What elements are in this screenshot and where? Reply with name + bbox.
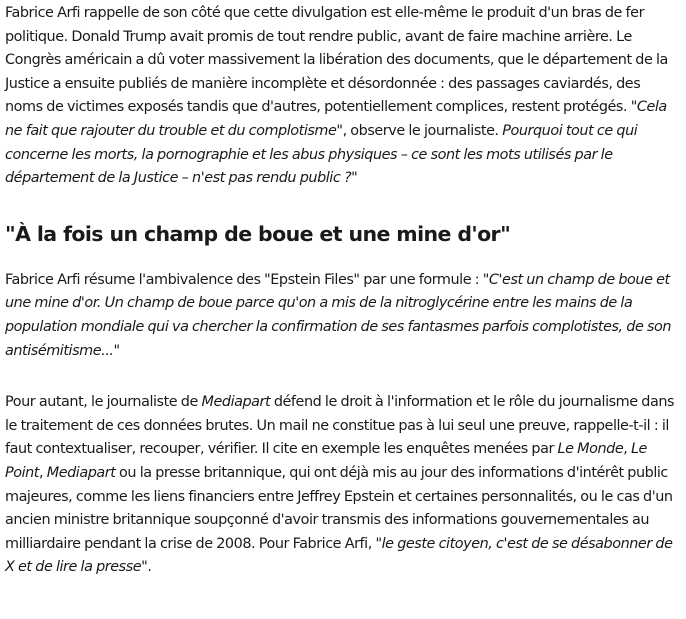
paragraph-text: , observe le journaliste. [342, 122, 503, 139]
article-paragraph [5, 269, 678, 363]
separator: , [623, 441, 631, 458]
paragraph-text: Fabrice Arfi rappelle de son côté que cette divulgation est elle-même le produit d'un bras de fer politique. Donald Trump avait promis de tout rendre public, avant de faire machine arrière. Le Congrès américain a dû voter massivement la libération des documents, que le département de la Justice a ensuite publiés de manière incomplète et désordonnée : des passages caviardés, des noms de victimes exposés tandis que d'autres, potentiellement complices, restent protégés. [5, 5, 668, 116]
quote-text: "Cela ne fait que rajouter du trouble et du complotisme" [5, 99, 667, 139]
paragraph-text: Pour autant, le journaliste de [5, 394, 202, 411]
paragraph-text: défend le droit à l'information et le rôle du journalisme dans le traitement de ces données brutes. Un mail ne constitue pas à lui seul une preuve, rappelle-t-il : il faut contextualiser, recouper, vérifier. Il cite en exemple les enquêtes menées par [5, 394, 675, 458]
separator: , [39, 464, 47, 481]
section-heading: "À la fois un champ de boue et une mine d'or" [5, 221, 511, 246]
quote-text: Pourquoi tout ce qui concerne les morts, la pornographie et les abus physiques – ce sont les mots utilisés par le département de la Justice – n'est pas rendu public ?" [5, 122, 638, 187]
outlet-name: Le Point [5, 441, 647, 481]
outlet-name: Le Monde [557, 441, 624, 458]
outlet-name: Mediapart [46, 464, 116, 481]
paragraph-text: Fabrice Arfi résume l'ambivalence des "Epstein Files" par une formule : [5, 271, 483, 288]
paragraph-text: ou la presse britannique, qui ont déjà mis au jour des informations d'intérêt public majeures, comme les liens financiers entre Jeffrey Epstein et certaines personnalités, ou le cas d'un ancien ministre britannique soupçonné d'avoir transmis des informations gouvernementales au milliardaire pendant la crise de 2008. Pour Fabrice Arfi, [5, 464, 673, 552]
outlet-name: Mediapart [201, 394, 271, 411]
paragraph-text: . [147, 559, 152, 576]
quote-text: "C'est un champ de boue et une mine d'or. Un champ de boue parce qu'on a mis de la nitroglycérine entre les mains de la population mondiale qui va chercher la confirmation de ses fantasmes parfois complotistes, de son antisémitisme..." [5, 271, 672, 359]
article-paragraph [5, 391, 678, 580]
quote-text: "le geste citoyen, c'est de se désabonner de X et de lire la presse" [5, 535, 673, 576]
article-paragraph [5, 2, 678, 191]
